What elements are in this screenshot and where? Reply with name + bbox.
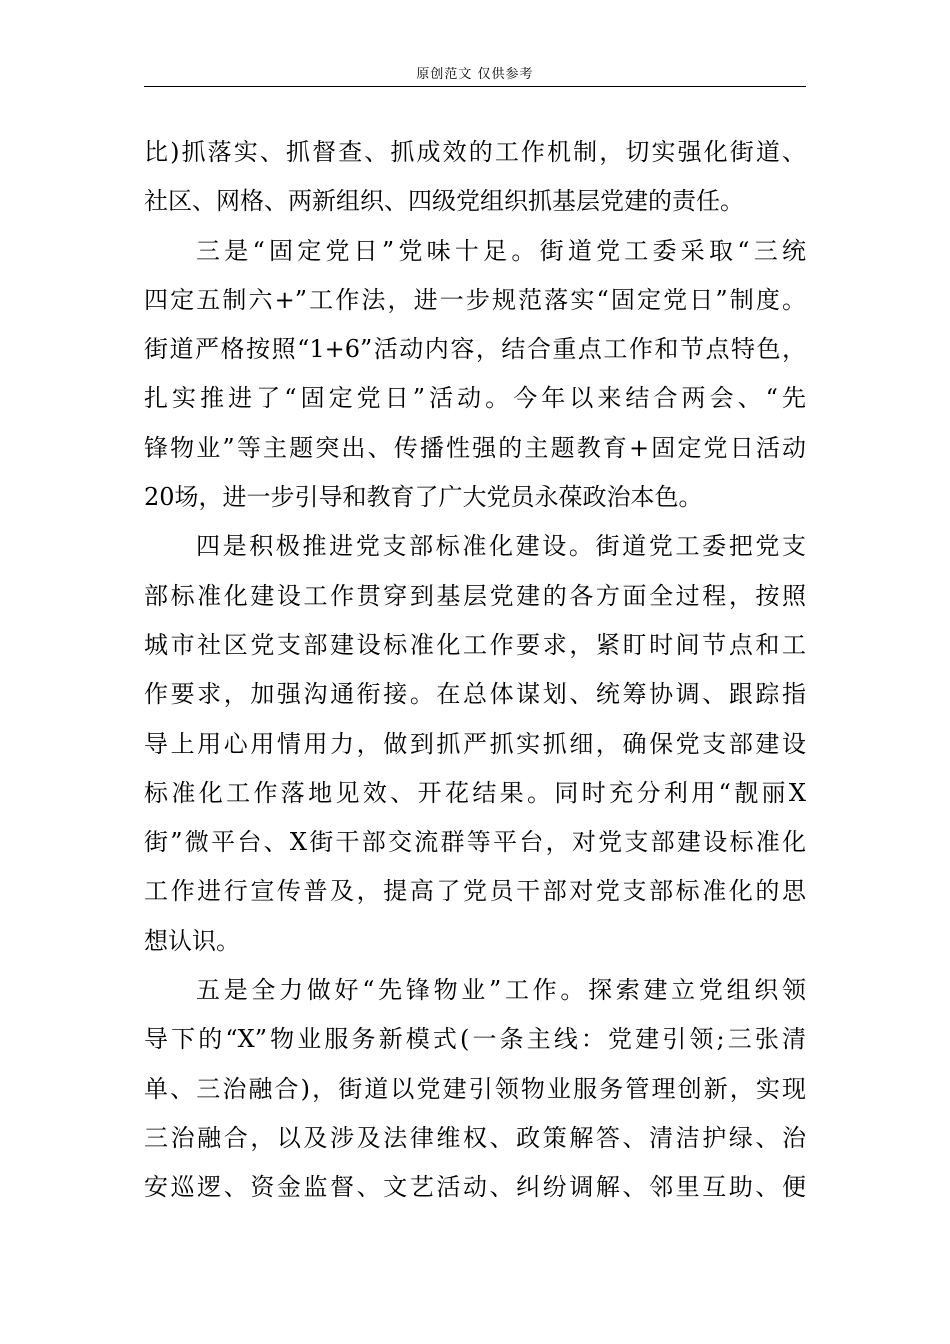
text-line: 单、三治融合)，街道以党建引领物业服务管理创新，实现 <box>144 1074 806 1103</box>
text-line: 社区、网格、两新组织、四级党组织抓基层党建的责任。 <box>144 187 744 216</box>
text-line: 街道严格按照“1+6”活动内容，结合重点工作和节点特色， <box>144 335 806 364</box>
text-line: 三治融合，以及涉及法律维权、政策解答、清洁护绿、治 <box>144 1123 806 1152</box>
text-line: 锋物业”等主题突出、传播性强的主题教育+固定党日活动 <box>144 433 806 462</box>
document-body <box>144 128 806 1213</box>
paragraph-first-line: 三是“固定党日”党味十足。街道党工委采取“三统 <box>196 236 806 265</box>
text-line: 部标准化建设工作贯穿到基层党建的各方面全过程，按照 <box>144 581 806 610</box>
text-line: 想认识。 <box>144 926 240 955</box>
text-line: 工作进行宣传普及，提高了党员干部对党支部标准化的思 <box>144 877 806 906</box>
text-line: 导下的“X”物业服务新模式(一条主线：党建引领;三张清 <box>144 1025 806 1054</box>
text-line: 标准化工作落地见效、开花结果。同时充分利用“靓丽X <box>144 778 806 807</box>
text-line: 作要求，加强沟通衔接。在总体谋划、统筹协调、跟踪指 <box>144 680 806 709</box>
paragraph-first-line: 四是积极推进党支部标准化建设。街道党工委把党支 <box>196 532 806 561</box>
text-line: 扎实推进了“固定党日”活动。今年以来结合两会、“先 <box>144 384 806 413</box>
header-divider <box>144 86 806 87</box>
text-line: 安巡逻、资金监督、文艺活动、纠纷调解、邻里互助、便 <box>144 1173 806 1202</box>
text-line: 街”微平台、X街干部交流群等平台，对党支部建设标准化 <box>144 828 806 857</box>
text-line: 20场，进一步引导和教育了广大党员永葆政治本色。 <box>144 483 703 512</box>
paragraph-first-line: 五是全力做好“先锋物业”工作。探索建立党组织领 <box>196 976 806 1005</box>
text-line: 四定五制六+”工作法，进一步规范落实“固定党日”制度。 <box>144 285 806 314</box>
text-line: 导上用心用情用力，做到抓严抓实抓细，确保党支部建设 <box>144 729 806 758</box>
text-line: 比)抓落实、抓督查、抓成效的工作机制，切实强化街道、 <box>144 138 806 166</box>
page-header: 原创范文 仅供参考 <box>416 67 534 82</box>
text-line: 城市社区党支部建设标准化工作要求，紧盯时间节点和工 <box>144 630 806 659</box>
